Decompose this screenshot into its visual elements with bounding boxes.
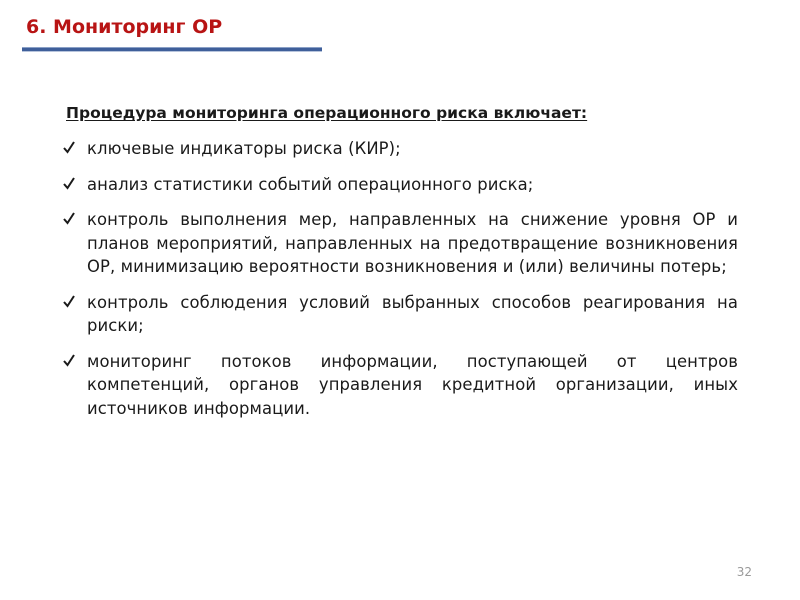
checkmark-icon xyxy=(62,292,76,312)
title-underline-rule xyxy=(22,47,322,52)
checkmark-icon xyxy=(62,138,76,158)
list-item-text: контроль выполнения мер, направленных на снижение уровня ОР и планов мероприятий, направленных на предотвращение возникновения ОР, минимизацию вероятности возникновения и (или) величины потерь; xyxy=(87,210,738,276)
list-item-text: контроль соблюдения условий выбранных способов реагирования на риски; xyxy=(87,292,738,335)
list-item xyxy=(62,137,738,161)
list-item xyxy=(62,291,738,338)
list-item-text: анализ статистики событий операционного риска; xyxy=(87,174,534,194)
checkmark-icon xyxy=(62,209,76,229)
section-subheading: Процедура мониторинга операционного риска включает: xyxy=(66,104,588,122)
list-item xyxy=(62,350,738,421)
list-item-text: мониторинг потоков информации, поступающей от центров компетенций, органов управления кредитной организации, иных источников информации. xyxy=(87,351,738,418)
list-item xyxy=(62,208,738,279)
checkmark-icon xyxy=(62,174,76,194)
list-item-text: ключевые индикаторы риска (КИР); xyxy=(87,139,401,158)
list-item xyxy=(62,173,738,197)
checkmark-icon xyxy=(62,351,76,371)
bullet-list xyxy=(62,137,738,420)
slide-content xyxy=(62,104,738,432)
page-number: 32 xyxy=(736,565,752,579)
slide-title: 6. Мониторинг ОР xyxy=(26,16,223,38)
